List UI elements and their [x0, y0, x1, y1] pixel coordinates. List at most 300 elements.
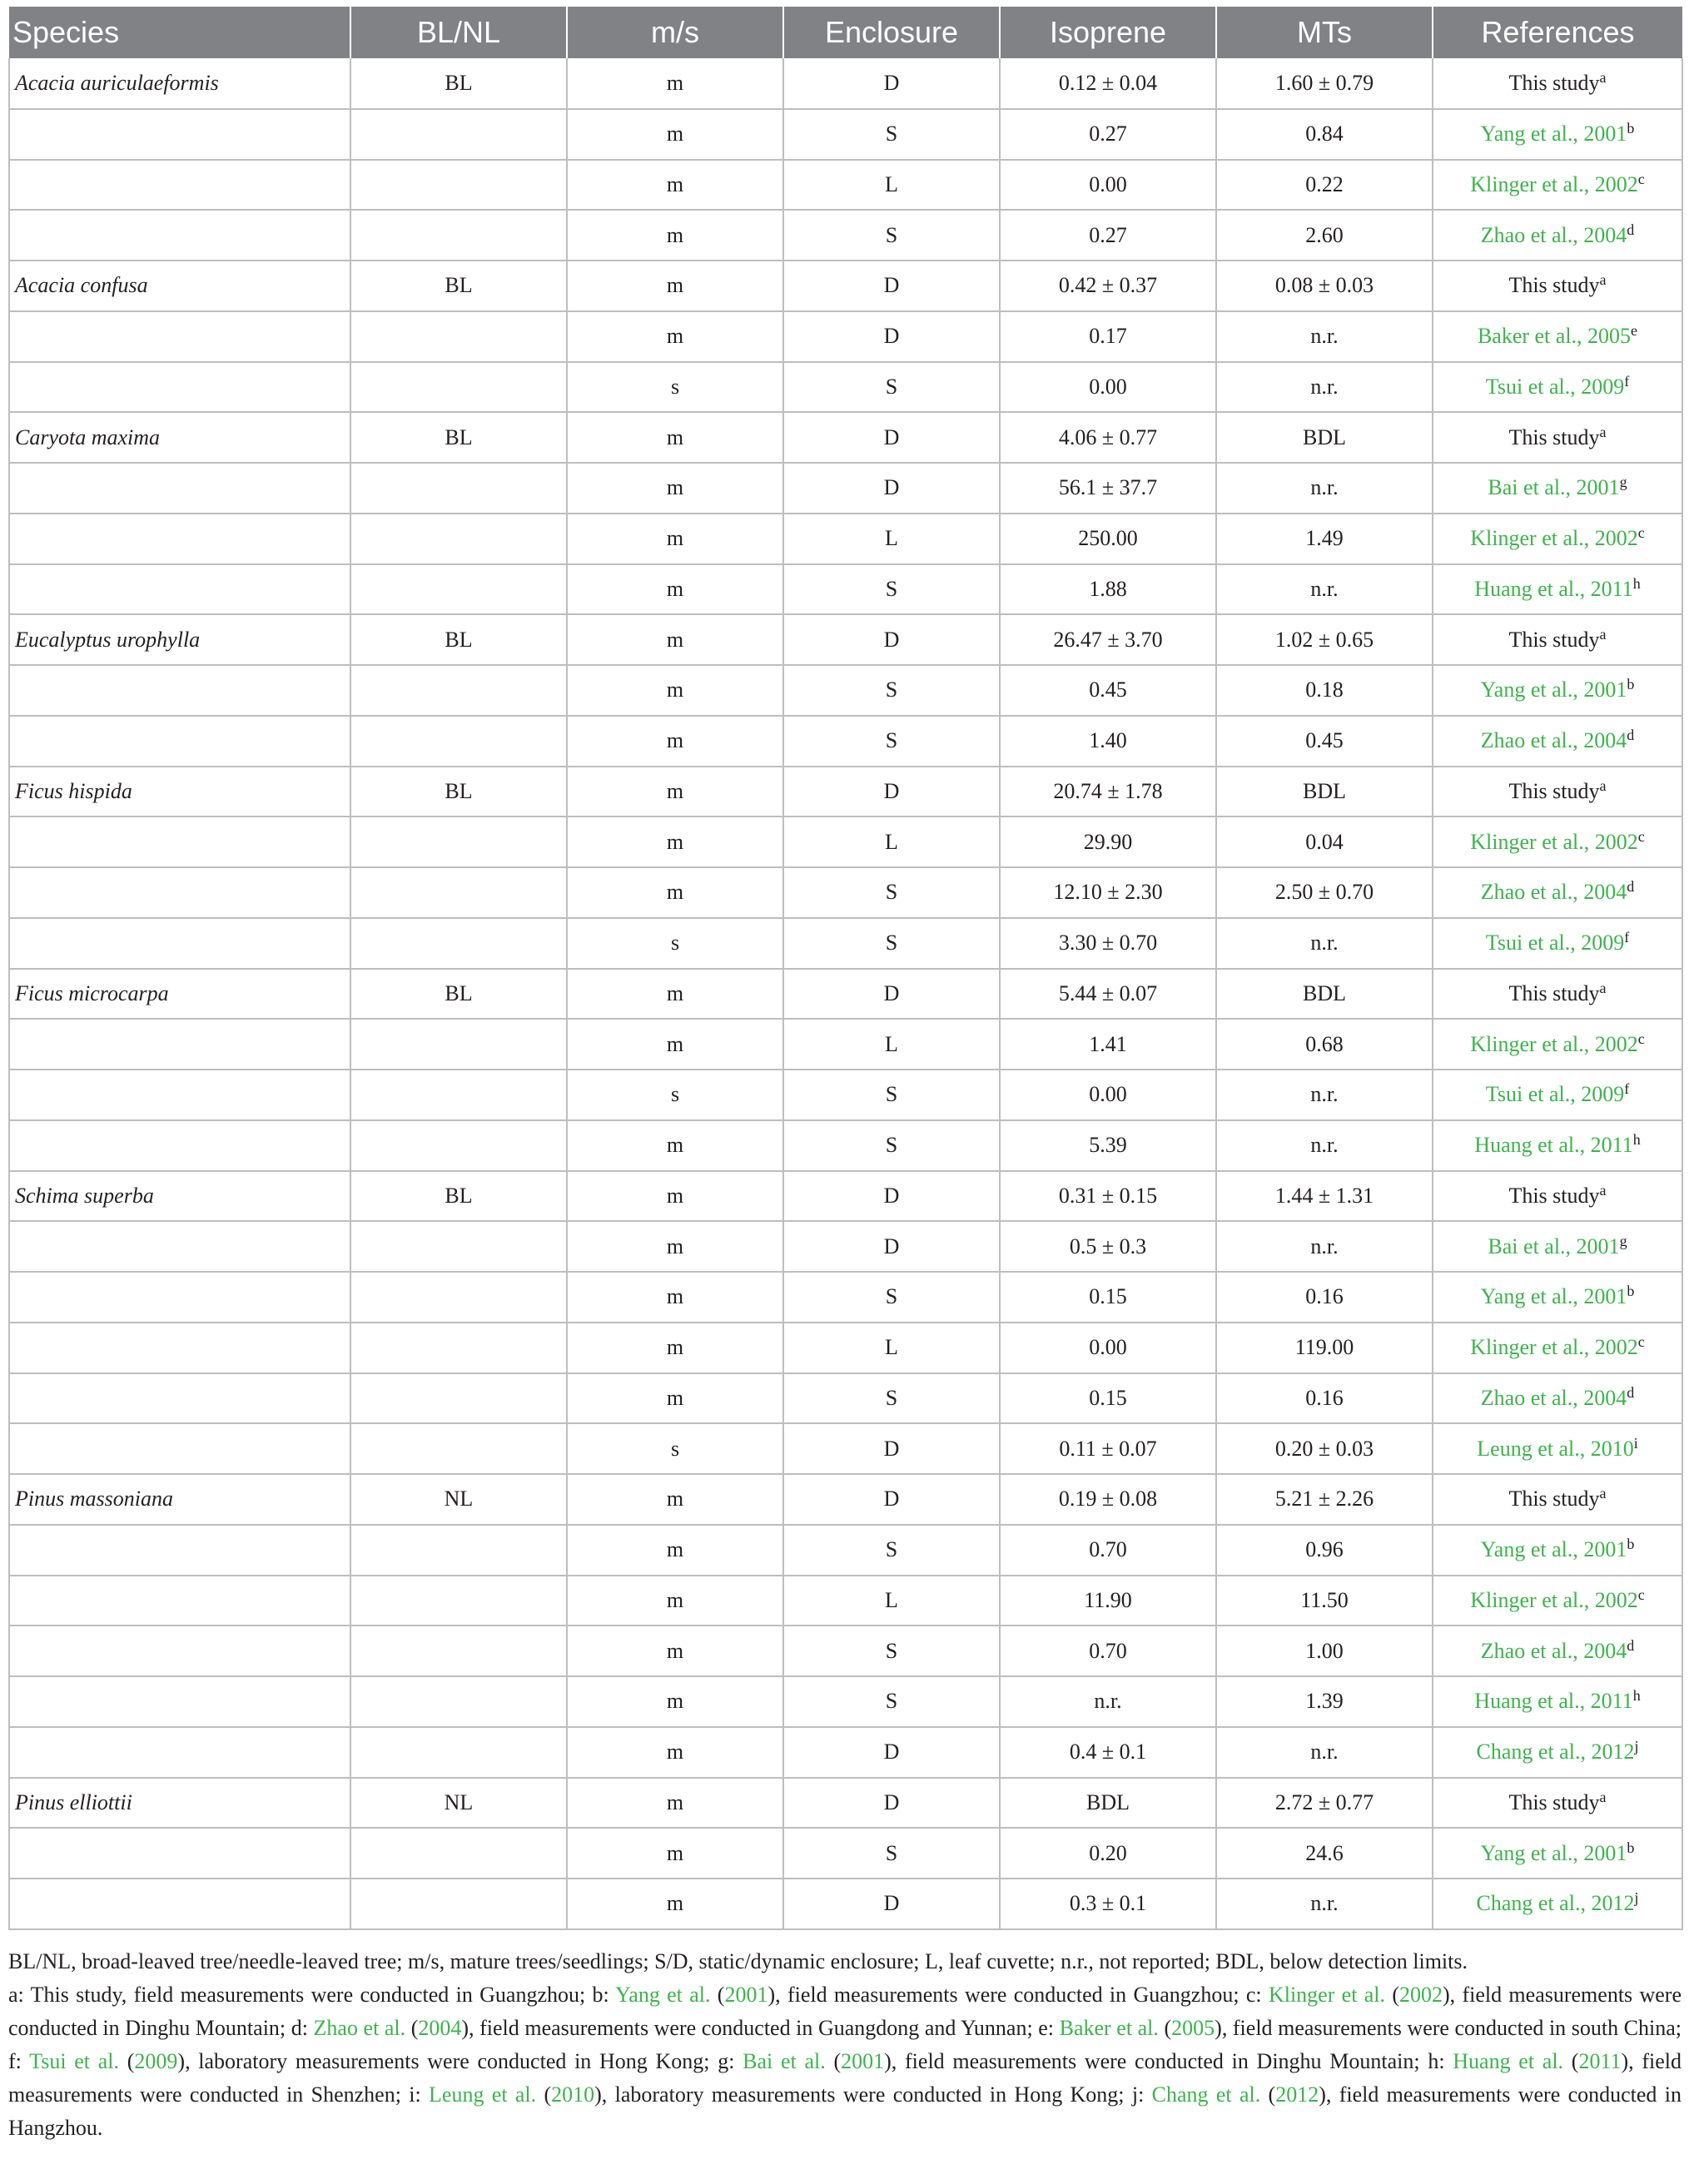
reference-cell: [1433, 665, 1682, 716]
reference-superscript: h: [1632, 574, 1641, 592]
footnote-text: a: This study, field measurements were conducted in Guangzhou; b:: [8, 1982, 616, 2007]
footnote-text: (: [1260, 2082, 1276, 2107]
blnl-cell: [350, 817, 567, 867]
footnote-text: ), field measurements were conducted in Shenzhen; i:: [8, 2048, 1682, 2107]
ms-cell: m: [567, 261, 783, 311]
reference-link[interactable]: Yang et al., 2001: [1480, 1284, 1627, 1309]
header-row: [9, 7, 1682, 58]
reference-link[interactable]: Leung et al., 2010: [1477, 1436, 1634, 1461]
species-cell: [9, 311, 350, 362]
ms-cell: m: [567, 1171, 783, 1222]
reference-cell: [1433, 1727, 1682, 1778]
isoprene-cell: 1.88: [1000, 564, 1216, 615]
isoprene-cell: 0.00: [1000, 160, 1216, 211]
reference-cell: [1433, 767, 1682, 817]
ms-cell: m: [567, 58, 783, 109]
citation-link[interactable]: Huang et al.: [1453, 2048, 1564, 2073]
species-cell: [9, 514, 350, 564]
ms-cell: s: [567, 918, 783, 969]
reference-superscript: a: [1599, 1485, 1607, 1502]
reference-superscript: g: [1619, 474, 1627, 491]
footnote-text: (: [1385, 1982, 1399, 2007]
reference-cell: [1433, 412, 1682, 463]
header-isoprene: Isoprene: [1000, 7, 1216, 58]
reference-link[interactable]: Zhao et al., 2004: [1480, 1638, 1627, 1663]
species-cell: Schima superba: [9, 1171, 350, 1222]
enclosure-cell: D: [783, 767, 1000, 817]
citation-link[interactable]: Tsui et al.: [29, 2048, 120, 2073]
isoprene-cell: BDL: [1000, 1778, 1216, 1829]
mts-cell: n.r.: [1216, 1727, 1433, 1778]
footnote-text: (: [825, 2048, 842, 2073]
table-row: [9, 817, 1682, 867]
isoprene-cell: 20.74 ± 1.78: [1000, 767, 1216, 817]
blnl-cell: [350, 1576, 567, 1626]
reference-link[interactable]: Klinger et al., 2002: [1470, 1335, 1638, 1360]
reference-superscript: a: [1599, 979, 1607, 996]
mts-cell: 2.60: [1216, 210, 1433, 261]
reference-cell: [1433, 918, 1682, 969]
reference-cell: [1433, 1474, 1682, 1525]
footnote-abbreviations: BL/NL, broad-leaved tree/needle-leaved tree; m/s, mature trees/seedlings; S/D, static/dynamic enclosure; L, leaf cuvette; n.r., not reported; BDL, below detection limits.: [8, 1948, 1468, 1973]
isoprene-cell: 12.10 ± 2.30: [1000, 867, 1216, 918]
mts-cell: 0.16: [1216, 1272, 1433, 1323]
reference-superscript: c: [1637, 524, 1645, 542]
blnl-cell: [350, 1879, 567, 1929]
reference-cell: [1433, 58, 1682, 109]
enclosure-cell: S: [783, 564, 1000, 615]
table-row: [9, 261, 1682, 311]
reference-cell: [1433, 160, 1682, 211]
table-row: [9, 665, 1682, 716]
enclosure-cell: L: [783, 1019, 1000, 1070]
isoprene-cell: 0.45: [1000, 665, 1216, 716]
enclosure-cell: D: [783, 1474, 1000, 1525]
ms-cell: m: [567, 1019, 783, 1070]
mts-cell: 1.44 ± 1.31: [1216, 1171, 1433, 1222]
blnl-cell: NL: [350, 1778, 567, 1829]
isoprene-cell: 3.30 ± 0.70: [1000, 918, 1216, 969]
enclosure-cell: D: [783, 412, 1000, 463]
reference-superscript: a: [1599, 777, 1607, 794]
reference-text: This study: [1508, 273, 1600, 298]
blnl-cell: [350, 918, 567, 969]
mts-cell: n.r.: [1216, 1120, 1433, 1171]
reference-cell: [1433, 1373, 1682, 1424]
table-row: [9, 1474, 1682, 1525]
blnl-cell: NL: [350, 1474, 567, 1525]
isoprene-cell: 11.90: [1000, 1576, 1216, 1626]
table-row: [9, 1676, 1682, 1727]
isoprene-cell: 0.27: [1000, 109, 1216, 160]
enclosure-cell: S: [783, 210, 1000, 261]
table-wrapper: [8, 7, 1682, 2145]
blnl-cell: [350, 1525, 567, 1576]
mts-cell: 11.50: [1216, 1576, 1433, 1626]
reference-cell: [1433, 514, 1682, 564]
citation-link[interactable]: Bai et al.: [743, 2048, 826, 2073]
isoprene-cell: 56.1 ± 37.7: [1000, 463, 1216, 514]
citation-link[interactable]: 2001: [841, 2048, 885, 2073]
enclosure-cell: D: [783, 1778, 1000, 1829]
isoprene-cell: 250.00: [1000, 514, 1216, 564]
species-cell: Caryota maxima: [9, 412, 350, 463]
reference-cell: [1433, 1221, 1682, 1272]
reference-link[interactable]: Klinger et al., 2002: [1470, 526, 1638, 551]
reference-superscript: b: [1627, 1536, 1635, 1553]
ms-cell: m: [567, 412, 783, 463]
reference-cell: [1433, 1626, 1682, 1676]
blnl-cell: [350, 1323, 567, 1373]
table-row: [9, 1272, 1682, 1323]
reference-link[interactable]: Chang et al., 2012: [1476, 1740, 1635, 1765]
ms-cell: m: [567, 1626, 783, 1676]
citation-link[interactable]: 2005: [1171, 2015, 1215, 2040]
citation-link[interactable]: 2010: [551, 2082, 595, 2107]
footnote-text: ), field measurements were conducted in Guangzhou; c:: [768, 1982, 1269, 2007]
reference-cell: [1433, 362, 1682, 413]
blnl-cell: [350, 665, 567, 716]
enclosure-cell: S: [783, 1676, 1000, 1727]
mts-cell: n.r.: [1216, 564, 1433, 615]
reference-link[interactable]: Bai et al., 2001: [1488, 475, 1620, 500]
reference-link[interactable]: Huang et al., 2011: [1474, 1133, 1633, 1158]
reference-link[interactable]: Klinger et al., 2002: [1470, 171, 1638, 196]
blnl-cell: [350, 1221, 567, 1272]
enclosure-cell: S: [783, 716, 1000, 767]
table-row: [9, 109, 1682, 160]
isoprene-cell: 1.40: [1000, 716, 1216, 767]
reference-superscript: j: [1634, 1889, 1639, 1907]
species-cell: [9, 109, 350, 160]
mts-cell: n.r.: [1216, 1070, 1433, 1120]
table-row: [9, 1171, 1682, 1222]
species-cell: [9, 918, 350, 969]
table-row: [9, 716, 1682, 767]
mts-cell: n.r.: [1216, 311, 1433, 362]
reference-text: This study: [1508, 778, 1600, 803]
isoprene-cell: 1.41: [1000, 1019, 1216, 1070]
table-row: [9, 1828, 1682, 1879]
mts-cell: n.r.: [1216, 362, 1433, 413]
mts-cell: n.r.: [1216, 918, 1433, 969]
enclosure-cell: L: [783, 1576, 1000, 1626]
species-cell: Eucalyptus urophylla: [9, 614, 350, 665]
species-cell: [9, 817, 350, 867]
reference-link[interactable]: Baker et al., 2005: [1477, 324, 1632, 349]
enclosure-cell: S: [783, 1120, 1000, 1171]
enclosure-cell: S: [783, 1272, 1000, 1323]
species-cell: [9, 210, 350, 261]
mts-cell: 0.45: [1216, 716, 1433, 767]
isoprene-cell: 0.00: [1000, 1323, 1216, 1373]
species-cell: [9, 1423, 350, 1474]
reference-cell: [1433, 1423, 1682, 1474]
mts-cell: 1.39: [1216, 1676, 1433, 1727]
mts-cell: BDL: [1216, 412, 1433, 463]
isoprene-cell: 29.90: [1000, 817, 1216, 867]
table-row: [9, 210, 1682, 261]
enclosure-cell: S: [783, 867, 1000, 918]
footnote-text: ), field measurements were conducted in south China; f:: [8, 2015, 1682, 2073]
mts-cell: 2.50 ± 0.70: [1216, 867, 1433, 918]
species-cell: Acacia confusa: [9, 261, 350, 311]
reference-cell: [1433, 1525, 1682, 1576]
ms-cell: m: [567, 564, 783, 615]
ms-cell: m: [567, 1323, 783, 1373]
blnl-cell: [350, 1423, 567, 1474]
enclosure-cell: S: [783, 918, 1000, 969]
species-cell: [9, 1576, 350, 1626]
table-row: [9, 514, 1682, 564]
reference-cell: [1433, 817, 1682, 867]
reference-link[interactable]: Zhao et al., 2004: [1480, 1385, 1627, 1410]
reference-link[interactable]: Huang et al., 2011: [1474, 576, 1633, 601]
species-cell: Pinus elliottii: [9, 1778, 350, 1829]
blnl-cell: [350, 716, 567, 767]
mts-cell: 1.00: [1216, 1626, 1433, 1676]
reference-cell: [1433, 1576, 1682, 1626]
citation-link[interactable]: 2002: [1399, 1982, 1443, 2007]
reference-superscript: b: [1627, 1839, 1635, 1856]
blnl-cell: [350, 514, 567, 564]
enclosure-cell: D: [783, 311, 1000, 362]
citation-link[interactable]: Baker et al.: [1059, 2015, 1159, 2040]
reference-link[interactable]: Huang et al., 2011: [1474, 1689, 1633, 1714]
header-references: References: [1433, 7, 1682, 58]
enclosure-cell: D: [783, 463, 1000, 514]
reference-cell: [1433, 109, 1682, 160]
reference-link[interactable]: Klinger et al., 2002: [1470, 1031, 1638, 1056]
blnl-cell: [350, 1727, 567, 1778]
mts-cell: 0.04: [1216, 817, 1433, 867]
mts-cell: 24.6: [1216, 1828, 1433, 1879]
citation-link[interactable]: Zhao et al.: [313, 2015, 406, 2040]
footnote-text: (: [536, 2082, 552, 2107]
species-cell: [9, 1323, 350, 1373]
ms-cell: m: [567, 1272, 783, 1323]
reference-link[interactable]: Tsui et al., 2009: [1485, 1082, 1625, 1107]
blnl-cell: [350, 463, 567, 514]
citation-link[interactable]: 2001: [724, 1982, 768, 2007]
reference-cell: [1433, 311, 1682, 362]
reference-cell: [1433, 1323, 1682, 1373]
species-cell: [9, 362, 350, 413]
reference-link[interactable]: Tsui et al., 2009: [1485, 374, 1625, 399]
isoprene-cell: 0.19 ± 0.08: [1000, 1474, 1216, 1525]
emission-table: [8, 7, 1683, 1930]
reference-cell: [1433, 564, 1682, 615]
citation-link[interactable]: Klinger et al.: [1268, 1982, 1386, 2007]
reference-text: This study: [1508, 424, 1600, 449]
species-cell: [9, 1120, 350, 1171]
mts-cell: 2.72 ± 0.77: [1216, 1778, 1433, 1829]
citation-link[interactable]: 2009: [134, 2048, 178, 2073]
blnl-cell: [350, 1676, 567, 1727]
blnl-cell: [350, 160, 567, 211]
reference-link[interactable]: Yang et al., 2001: [1480, 1537, 1627, 1562]
mts-cell: 0.96: [1216, 1525, 1433, 1576]
reference-cell: [1433, 1272, 1682, 1323]
table-row: [9, 362, 1682, 413]
species-cell: [9, 1828, 350, 1879]
reference-link[interactable]: Yang et al., 2001: [1480, 678, 1627, 702]
table-body: [9, 58, 1682, 1929]
citation-link[interactable]: Chang et al.: [1151, 2082, 1261, 2107]
citation-link[interactable]: 2012: [1275, 2082, 1319, 2107]
reference-link[interactable]: Bai et al., 2001: [1488, 1233, 1620, 1258]
table-row: [9, 1019, 1682, 1070]
reference-superscript: d: [1627, 221, 1635, 238]
footnote-text: (: [405, 2015, 419, 2040]
table-row: [9, 58, 1682, 109]
enclosure-cell: D: [783, 1879, 1000, 1929]
table-row: [9, 1727, 1682, 1778]
reference-cell: [1433, 210, 1682, 261]
reference-superscript: c: [1637, 1333, 1645, 1351]
isoprene-cell: n.r.: [1000, 1676, 1216, 1727]
ms-cell: m: [567, 463, 783, 514]
enclosure-cell: L: [783, 817, 1000, 867]
reference-superscript: a: [1599, 1181, 1607, 1199]
reference-cell: [1433, 1019, 1682, 1070]
blnl-cell: [350, 1626, 567, 1676]
table-row: [9, 614, 1682, 665]
reference-cell: [1433, 1120, 1682, 1171]
reference-superscript: h: [1632, 1687, 1641, 1705]
ms-cell: m: [567, 1778, 783, 1829]
enclosure-cell: D: [783, 1221, 1000, 1272]
reference-superscript: a: [1599, 68, 1607, 86]
blnl-cell: [350, 1070, 567, 1120]
reference-superscript: c: [1637, 1586, 1645, 1603]
footnote-text: ), field measurements were conducted in Hangzhou.: [8, 2082, 1682, 2140]
isoprene-cell: 0.31 ± 0.15: [1000, 1171, 1216, 1222]
enclosure-cell: D: [783, 1423, 1000, 1474]
reference-superscript: e: [1631, 322, 1638, 340]
blnl-cell: BL: [350, 261, 567, 311]
species-cell: [9, 1373, 350, 1424]
citation-link[interactable]: 2011: [1578, 2048, 1622, 2073]
citation-link[interactable]: Yang et al.: [615, 1982, 711, 2007]
blnl-cell: [350, 362, 567, 413]
isoprene-cell: 0.70: [1000, 1525, 1216, 1576]
species-cell: Acacia auriculaeformis: [9, 58, 350, 109]
reference-cell: [1433, 1070, 1682, 1120]
reference-cell: [1433, 614, 1682, 665]
reference-superscript: a: [1599, 271, 1607, 289]
enclosure-cell: S: [783, 1525, 1000, 1576]
ms-cell: m: [567, 1525, 783, 1576]
footnote-sources: [8, 1978, 1682, 2145]
table-row: [9, 1879, 1682, 1929]
species-cell: [9, 1019, 350, 1070]
isoprene-cell: 4.06 ± 0.77: [1000, 412, 1216, 463]
reference-superscript: a: [1599, 625, 1607, 643]
reference-link[interactable]: Yang et al., 2001: [1480, 122, 1627, 146]
table-row: [9, 1423, 1682, 1474]
enclosure-cell: L: [783, 514, 1000, 564]
isoprene-cell: 0.3 ± 0.1: [1000, 1879, 1216, 1929]
citation-link[interactable]: 2004: [418, 2015, 462, 2040]
isoprene-cell: 0.42 ± 0.37: [1000, 261, 1216, 311]
table-row: [9, 463, 1682, 514]
ms-cell: m: [567, 1676, 783, 1727]
species-cell: Ficus hispida: [9, 767, 350, 817]
citation-link[interactable]: Leung et al.: [429, 2082, 537, 2107]
reference-link[interactable]: Klinger et al., 2002: [1470, 1587, 1638, 1612]
reference-superscript: a: [1599, 1788, 1607, 1805]
reference-text: This study: [1508, 1487, 1600, 1511]
ms-cell: m: [567, 1576, 783, 1626]
footnote-text: ), laboratory measurements were conducted in Hong Kong; g:: [177, 2048, 743, 2073]
header-ms: m/s: [567, 7, 783, 58]
ms-cell: m: [567, 514, 783, 564]
reference-text: This study: [1508, 980, 1600, 1005]
enclosure-cell: D: [783, 969, 1000, 1020]
isoprene-cell: 0.20: [1000, 1828, 1216, 1879]
reference-cell: [1433, 867, 1682, 918]
ms-cell: m: [567, 109, 783, 160]
species-cell: [9, 665, 350, 716]
mts-cell: 0.20 ± 0.03: [1216, 1423, 1433, 1474]
table-row: [9, 969, 1682, 1020]
reference-superscript: b: [1627, 120, 1635, 137]
reference-link[interactable]: Yang et al., 2001: [1480, 1840, 1627, 1865]
species-cell: [9, 1626, 350, 1676]
table-row: [9, 1576, 1682, 1626]
table-row: [9, 564, 1682, 615]
reference-link[interactable]: Klinger et al., 2002: [1470, 829, 1638, 854]
reference-superscript: d: [1627, 1383, 1635, 1401]
species-cell: Pinus massoniana: [9, 1474, 350, 1525]
mts-cell: 1.02 ± 0.65: [1216, 614, 1433, 665]
reference-superscript: d: [1627, 878, 1635, 896]
enclosure-cell: S: [783, 665, 1000, 716]
species-cell: [9, 160, 350, 211]
mts-cell: 119.00: [1216, 1323, 1433, 1373]
mts-cell: 0.22: [1216, 160, 1433, 211]
mts-cell: n.r.: [1216, 1879, 1433, 1929]
reference-link[interactable]: Zhao et al., 2004: [1480, 880, 1627, 905]
reference-link[interactable]: Zhao et al., 2004: [1480, 728, 1627, 753]
blnl-cell: [350, 1373, 567, 1424]
species-cell: [9, 1525, 350, 1576]
table-row: [9, 918, 1682, 969]
ms-cell: s: [567, 1070, 783, 1120]
enclosure-cell: S: [783, 1373, 1000, 1424]
reference-link[interactable]: Zhao et al., 2004: [1480, 222, 1627, 247]
ms-cell: m: [567, 716, 783, 767]
reference-link[interactable]: Tsui et al., 2009: [1485, 931, 1625, 956]
isoprene-cell: 0.11 ± 0.07: [1000, 1423, 1216, 1474]
mts-cell: 5.21 ± 2.26: [1216, 1474, 1433, 1525]
isoprene-cell: 0.27: [1000, 210, 1216, 261]
mts-cell: 0.84: [1216, 109, 1433, 160]
header-enclosure: Enclosure: [783, 7, 1000, 58]
footnote-text: ), field measurements were conducted in Dinghu Mountain; h:: [884, 2048, 1453, 2073]
reference-link[interactable]: Chang et al., 2012: [1476, 1891, 1635, 1916]
blnl-cell: [350, 1120, 567, 1171]
table-row: [9, 1373, 1682, 1424]
table-row: [9, 1120, 1682, 1171]
table-row: [9, 1323, 1682, 1373]
ms-cell: m: [567, 1727, 783, 1778]
footnote-text: (: [710, 1982, 725, 2007]
enclosure-cell: S: [783, 109, 1000, 160]
table-row: [9, 1070, 1682, 1120]
ms-cell: m: [567, 1879, 783, 1929]
